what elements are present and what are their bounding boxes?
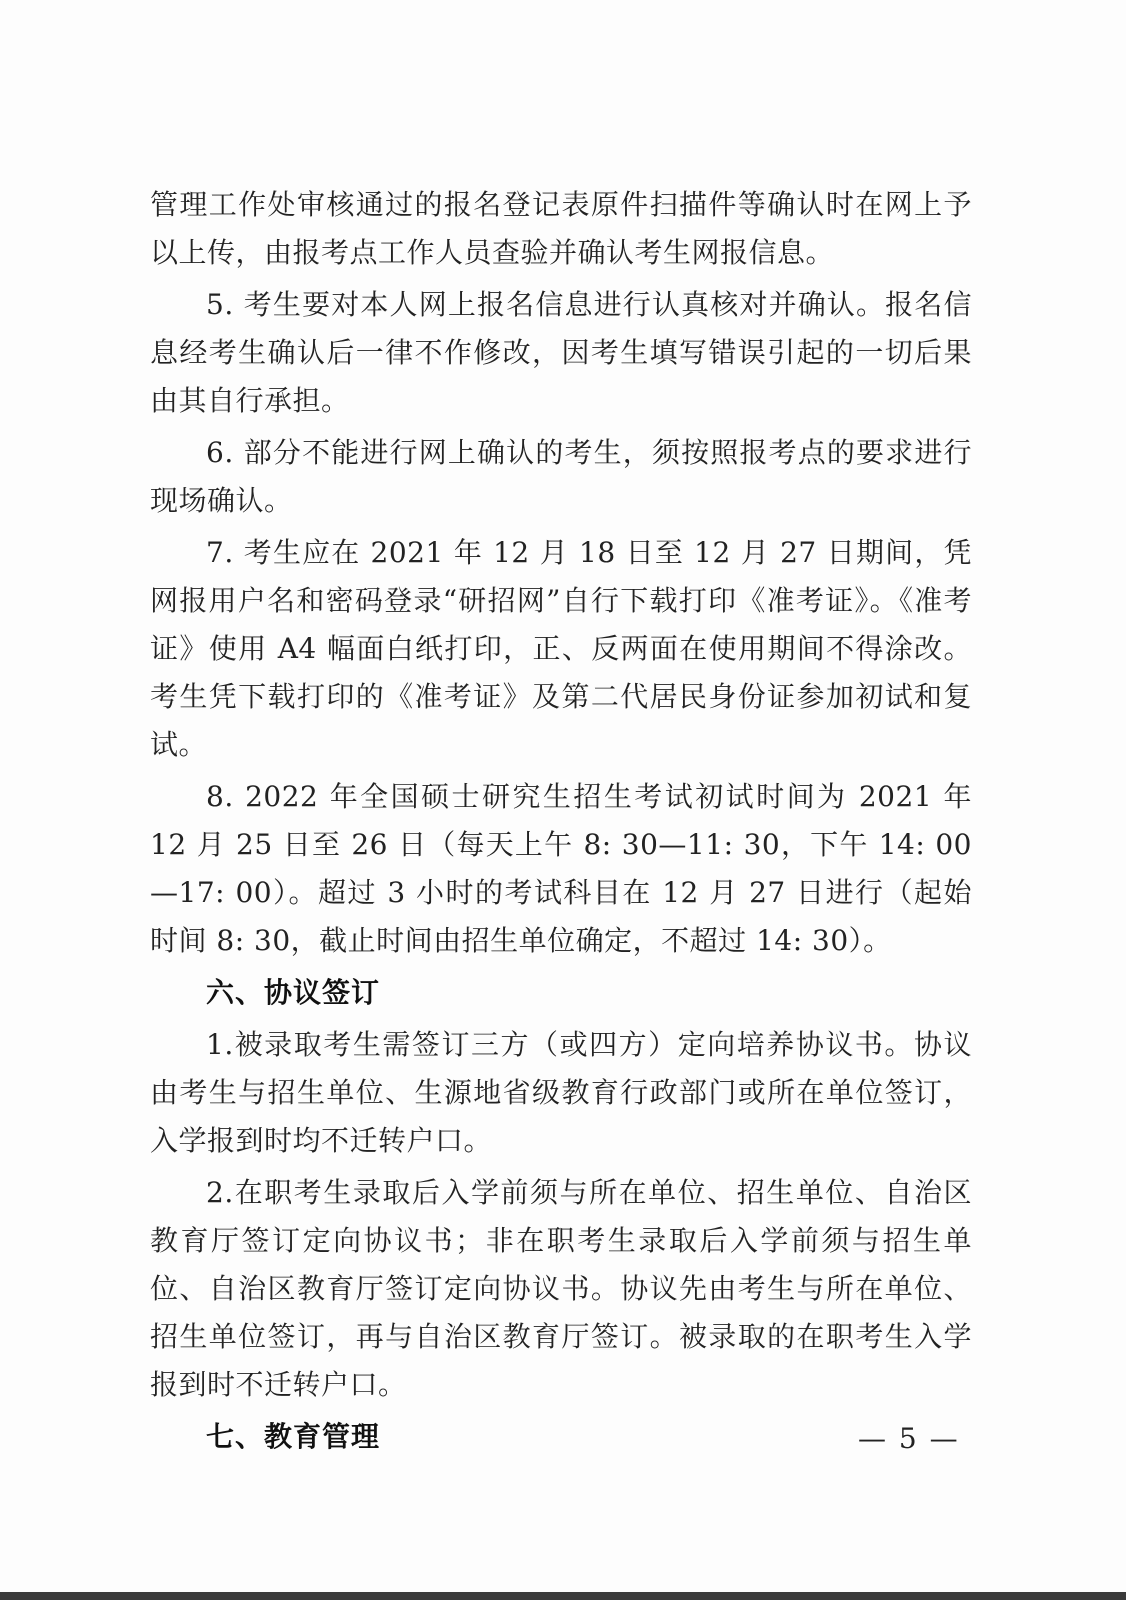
- agreement-paragraph-2: 2.在职考生录取后入学前须与所在单位、招生单位、自治区教育厅签订定向协议书；非在职考生录取后入学前须与招生单位、自治区教育厅签订定向协议书。协议先由考生与所在单位、招生单位签订，再与自治区教育厅签订。被录取的在职考生入学报到时不迁转户口。: [150, 1176, 972, 1401]
- paragraph-item-6: 6. 部分不能进行网上确认的考生，须按照报考点的要求进行现场确认。: [150, 436, 972, 517]
- document-body: [150, 181, 972, 1461]
- page-number: — 5 —: [858, 1422, 960, 1455]
- agreement-paragraph-1: 1.被录取考生需签订三方（或四方）定向培养协议书。协议由考生与招生单位、生源地省级教育行政部门或所在单位签订，入学报到时均不迁转户口。: [150, 1028, 972, 1157]
- paragraph-item-7: 7. 考生应在 2021 年 12 月 18 日至 12 月 27 日期间，凭网报用户名和密码登录“研招网”自行下载打印《准考证》。《准考证》使用 A4 幅面白纸打印，正、反两面在使用期间不得涂改。考生凭下载打印的《准考证》及第二代居民身份证参加初试和复试。: [150, 536, 972, 761]
- section-heading-education-management: 七、教育管理: [206, 1420, 381, 1453]
- scan-edge-bar: [0, 1592, 1126, 1600]
- paragraph-continuation: 管理工作处审核通过的报名登记表原件扫描件等确认时在网上予以上传，由报考点工作人员查验并确认考生网报信息。: [150, 188, 972, 269]
- paragraph-item-8: 8. 2022 年全国硕士研究生招生考试初试时间为 2021 年 12 月 25 日至 26 日（每天上午 8: 30—11: 30，下午 14: 00—17: 00）。超过 3 小时的考试科目在 12 月 27 日进行（起始时间 8: 30，截止时间由招生单位确定，不超过 14: 30）。: [150, 780, 972, 957]
- paragraph-item-5: 5. 考生要对本人网上报名信息进行认真核对并确认。报名信息经考生确认后一律不作修改，因考生填写错误引起的一切后果由其自行承担。: [150, 288, 972, 417]
- section-heading-agreement: 六、协议签订: [206, 976, 381, 1009]
